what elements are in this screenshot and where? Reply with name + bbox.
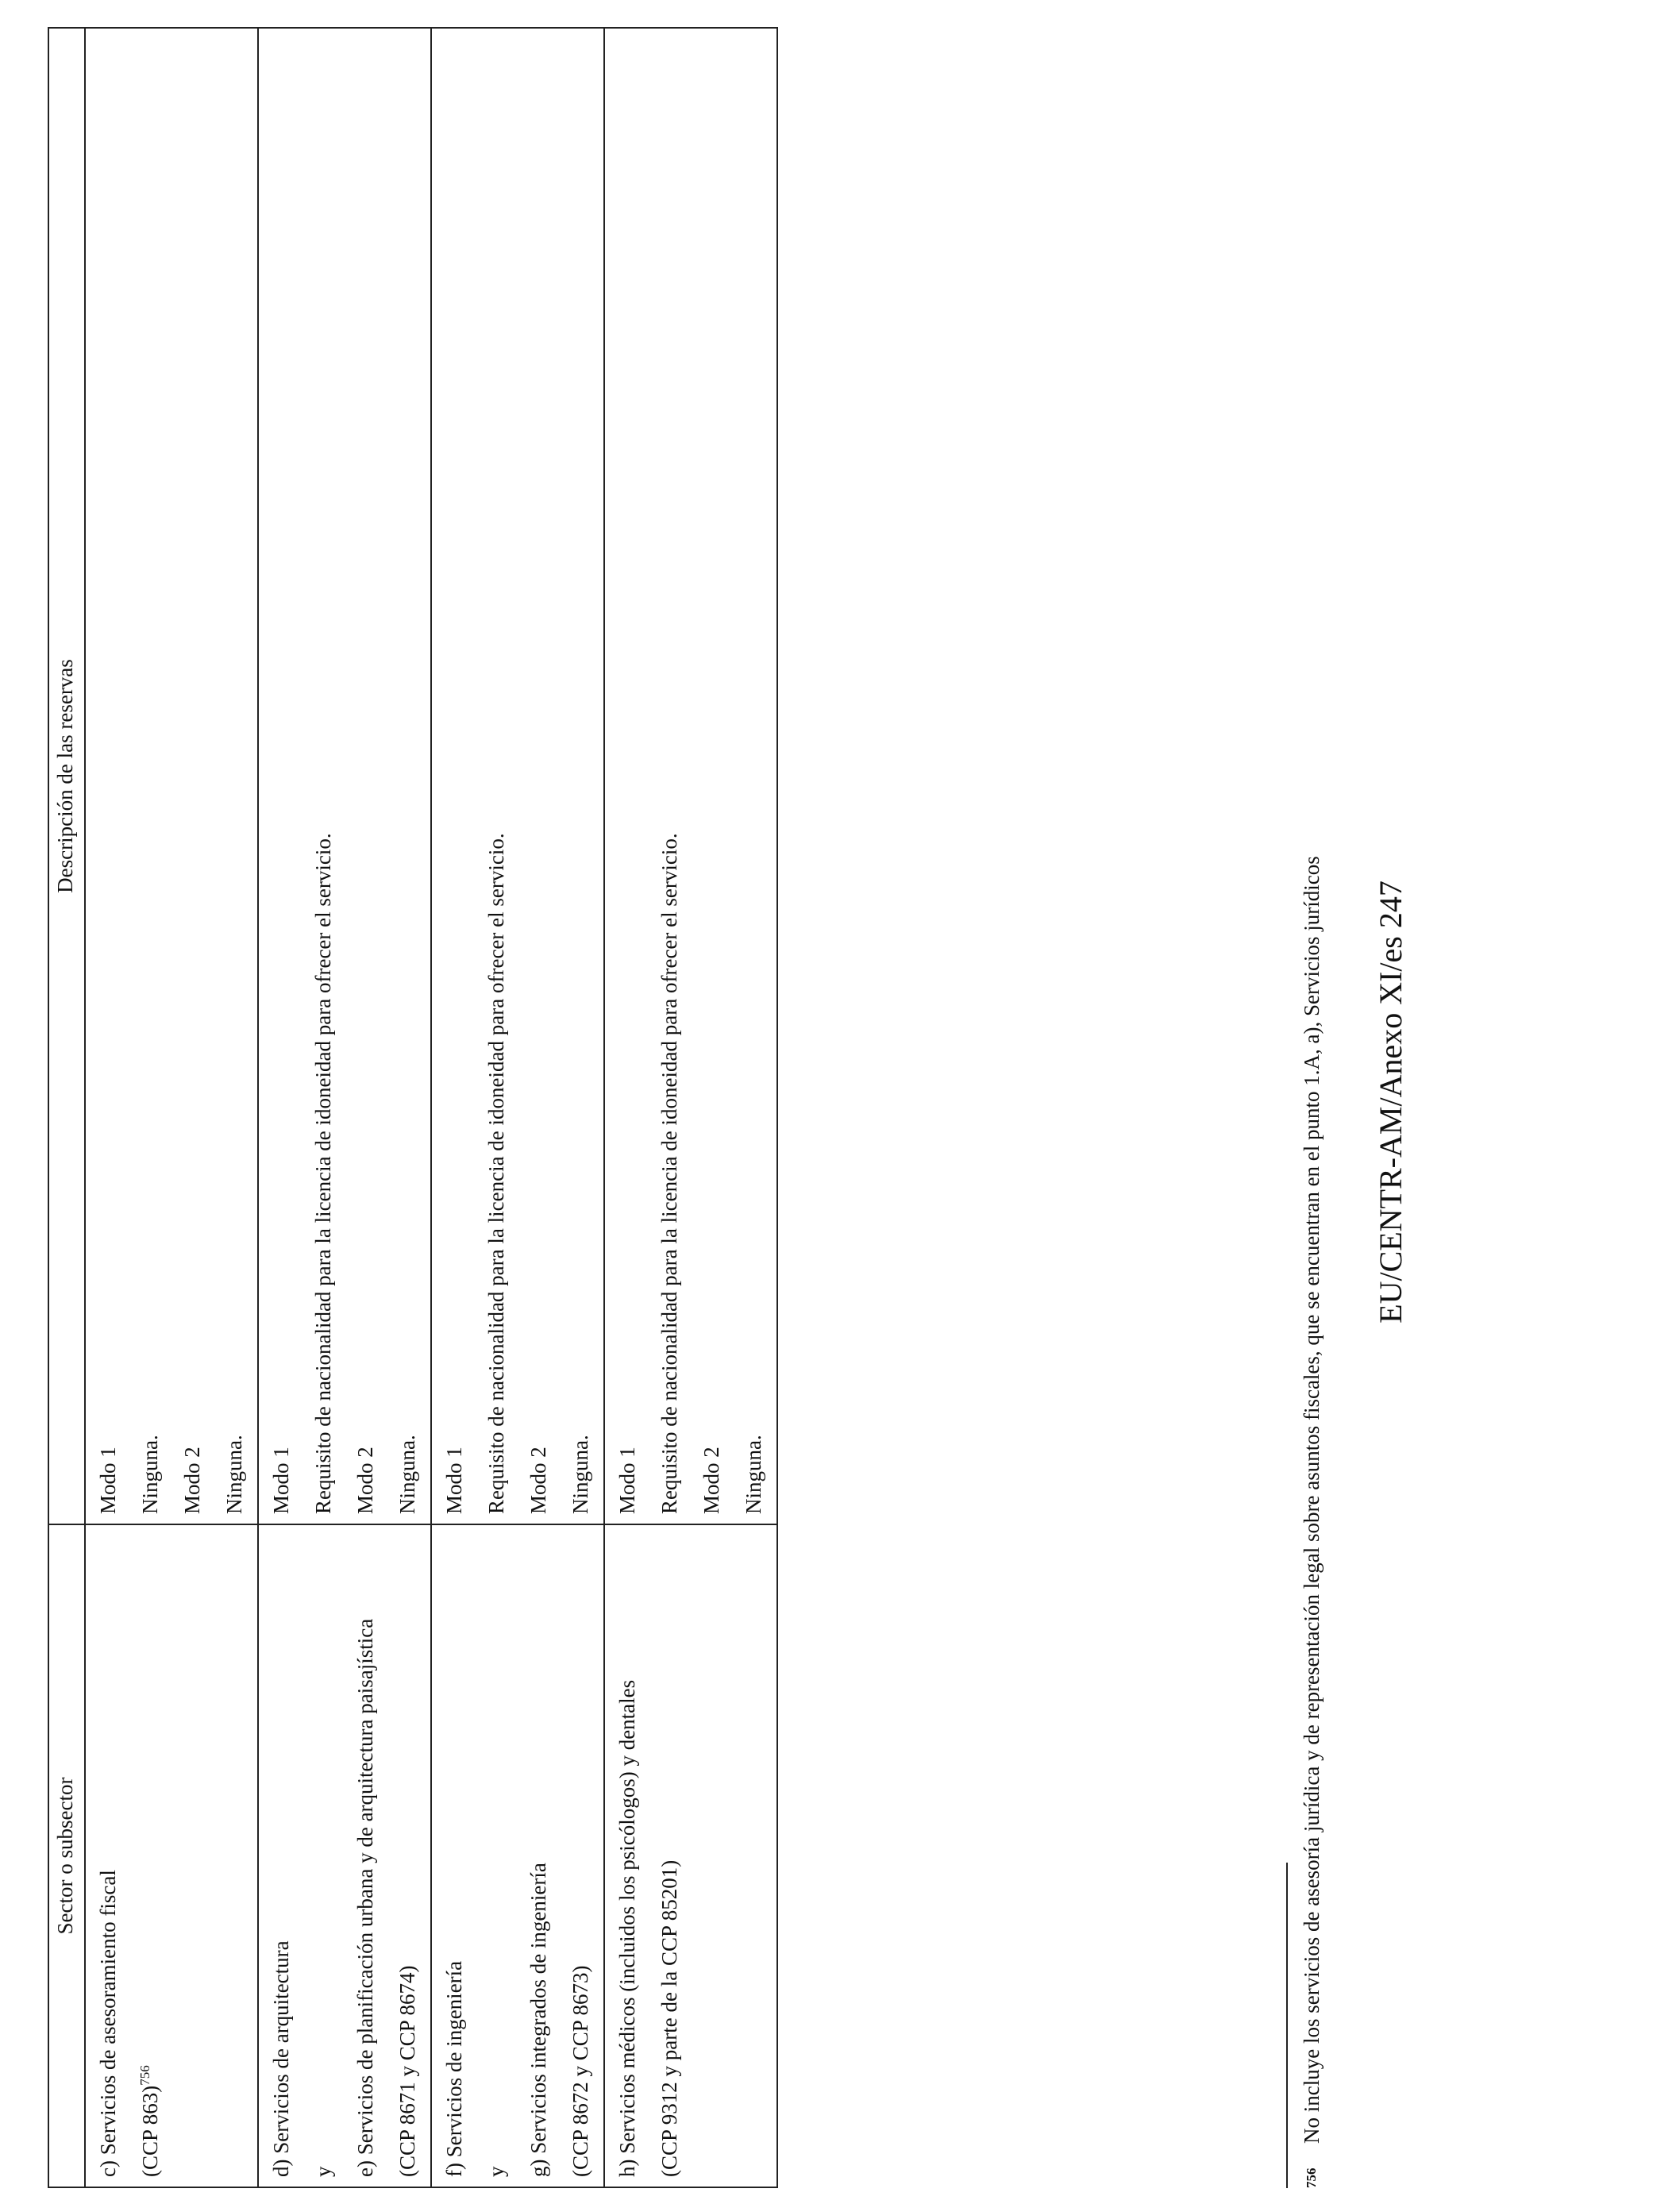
- footnote-number: 756: [1304, 2167, 1319, 2188]
- footnote: [1296, 124, 1327, 2188]
- sector-line: y: [484, 2166, 508, 2177]
- sector-line: f) Servicios de ingeniería: [442, 1960, 466, 2177]
- table-row: [604, 28, 777, 2187]
- footnote-text: No incluye los servicios de asesoría jurídica y de representación legal sobre asuntos fiscales, que se encuentran en el punto 1.A, a), Servicios jurídicos: [1300, 856, 1324, 2144]
- sector-line: h) Servicios médicos (incluidos los psicólogos) y dentales: [615, 1679, 639, 2177]
- footnote-ref: 756: [137, 2065, 152, 2086]
- description-cell: [258, 28, 431, 1524]
- description-line: Modo 2: [353, 1447, 377, 1514]
- sector-line: d) Servicios de arquitectura: [269, 1940, 293, 2177]
- sector-line-with-footnote: [129, 1535, 171, 2177]
- sector-cell: [604, 1524, 777, 2187]
- header-description: Descripción de las reservas: [48, 28, 85, 1524]
- description-line: Modo 1: [442, 1447, 466, 1514]
- sector-line: (CCP 8672 y CCP 8673): [568, 1965, 592, 2177]
- description-line: Modo 1: [615, 1447, 639, 1514]
- page-identifier: EU/CENTR-AM/Anexo XI/es 247: [1373, 880, 1408, 1324]
- sector-line: e) Servicios de planificación urbana y de arquitectura paisajística: [353, 1618, 377, 2177]
- sector-cell: [258, 1524, 431, 2187]
- description-line: Ninguna.: [395, 1435, 419, 1514]
- description-cell: [85, 28, 258, 1524]
- sector-line: (CCP 863): [138, 2085, 162, 2177]
- table-row: [85, 28, 258, 2187]
- description-line: Modo 1: [269, 1447, 293, 1514]
- description-cell: [604, 28, 777, 1524]
- table-header-row: [48, 28, 85, 2187]
- table-row: [258, 28, 431, 2187]
- table-row: [431, 28, 604, 2187]
- description-line: Modo 2: [699, 1447, 723, 1514]
- sector-line: (CCP 8671 y CCP 8674): [395, 1965, 419, 2177]
- sector-line: (CCP 9312 y parte de la CCP 85201): [657, 1859, 681, 2177]
- description-line: Modo 2: [180, 1447, 204, 1514]
- description-line: Modo 2: [526, 1447, 550, 1514]
- description-line: Ninguna.: [138, 1435, 162, 1514]
- description-line: Requisito de nacionalidad para la licencia de idoneidad para ofrecer el servicio.: [484, 833, 508, 1514]
- sector-cell: [85, 1524, 258, 2187]
- description-line: Requisito de nacionalidad para la licencia de idoneidad para ofrecer el servicio.: [657, 833, 681, 1514]
- description-line: Requisito de nacionalidad para la licencia de idoneidad para ofrecer el servicio.: [311, 833, 335, 1514]
- description-line: Ninguna.: [742, 1435, 765, 1514]
- footnote-separator: [1286, 1863, 1288, 2188]
- description-cell: [431, 28, 604, 1524]
- sector-line: c) Servicios de asesoramiento fiscal: [96, 1870, 120, 2177]
- sector-line: y: [311, 2166, 335, 2177]
- sector-cell: [431, 1524, 604, 2187]
- reserves-table: [48, 27, 778, 2188]
- description-line: Ninguna.: [568, 1435, 592, 1514]
- header-sector: Sector o subsector: [48, 1524, 85, 2187]
- sector-line: g) Servicios integrados de ingeniería: [526, 1863, 550, 2177]
- description-line: Ninguna.: [222, 1435, 246, 1514]
- description-line: Modo 1: [96, 1447, 120, 1514]
